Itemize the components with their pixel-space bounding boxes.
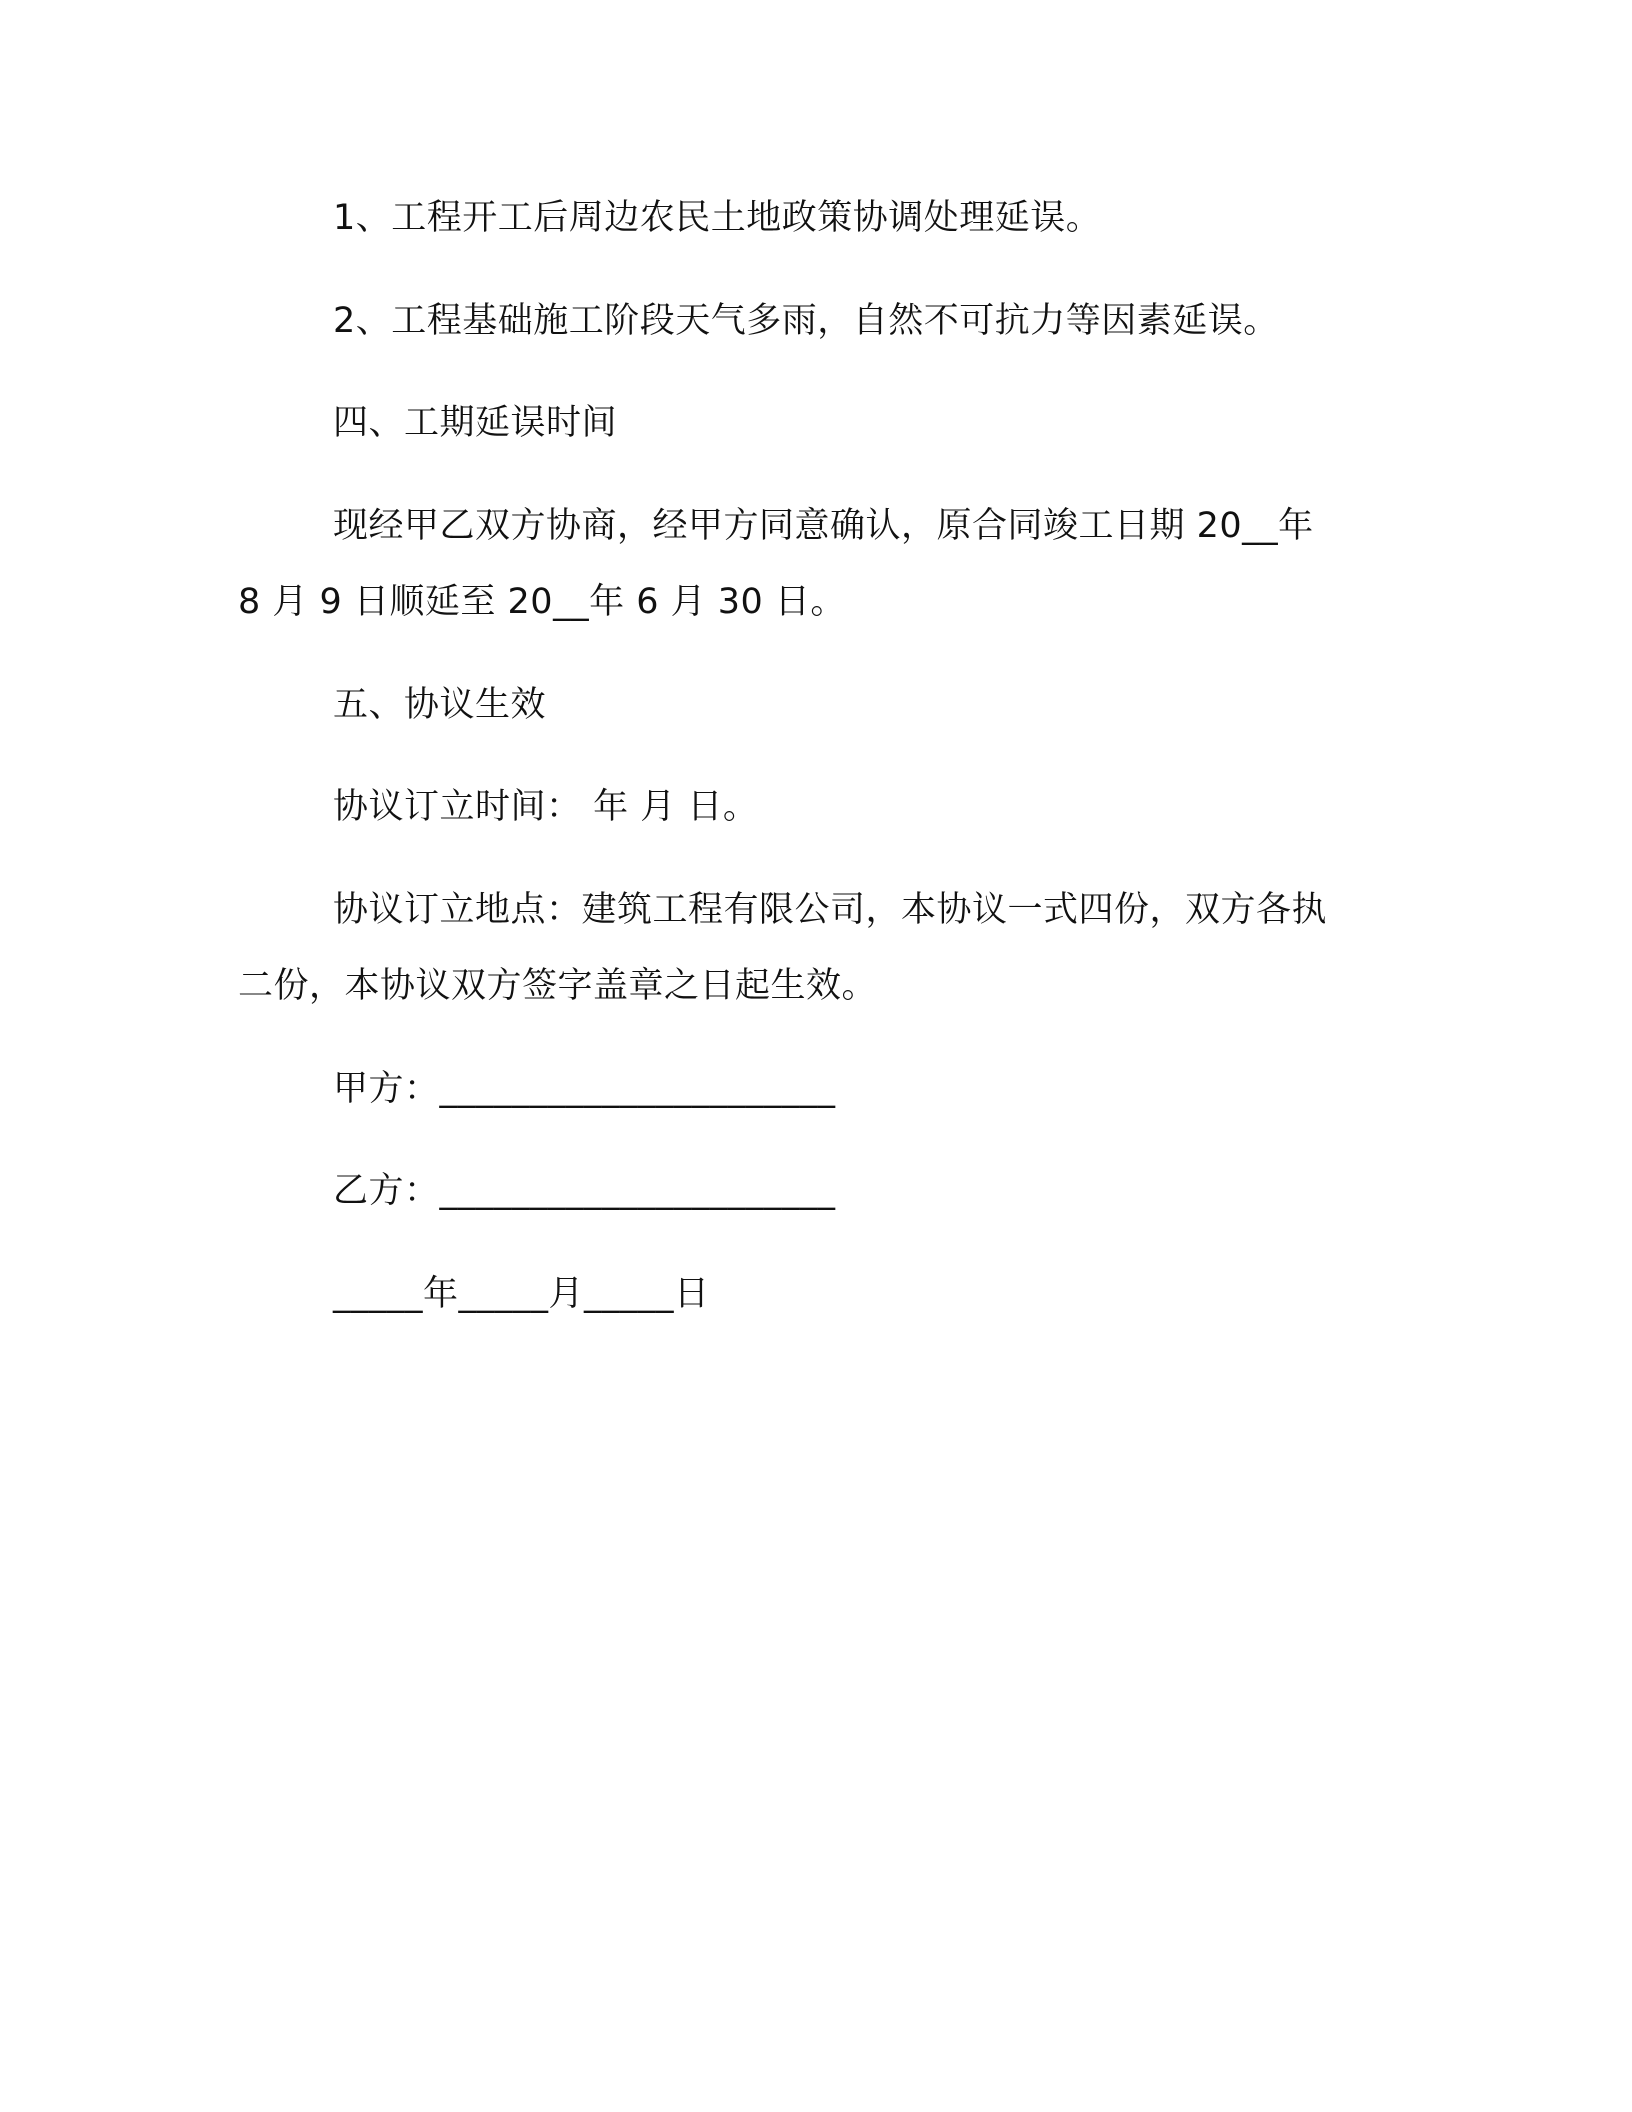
section-heading-delay-time: 四、工期延误时间 <box>333 403 618 443</box>
list-item-1: 1、工程开工后周边农民土地政策协调处理延误。 <box>333 198 1102 238</box>
delay-paragraph-line-1: 现经甲乙双方协商，经甲方同意确认，原合同竣工日期 20__年 <box>333 506 1314 546</box>
party-b-signature-line: 乙方：______________________ <box>333 1171 836 1211</box>
delay-paragraph-line-2: 8 月 9 日顺延至 20__年 6 月 30 日。 <box>238 582 846 622</box>
signing-date-line: _____年_____月_____日 <box>333 1274 710 1314</box>
party-a-signature-line: 甲方：______________________ <box>333 1069 836 1109</box>
agreement-place-line-2: 二份，本协议双方签字盖章之日起生效。 <box>238 966 878 1006</box>
list-item-2: 2、工程基础施工阶段天气多雨，自然不可抗力等因素延误。 <box>333 301 1279 341</box>
agreement-place-line-1: 协议订立地点：建筑工程有限公司，本协议一式四份，双方各执 <box>333 890 1328 930</box>
agreement-time: 协议订立时间： 年 月 日。 <box>333 787 759 827</box>
section-heading-effectiveness: 五、协议生效 <box>333 685 547 725</box>
